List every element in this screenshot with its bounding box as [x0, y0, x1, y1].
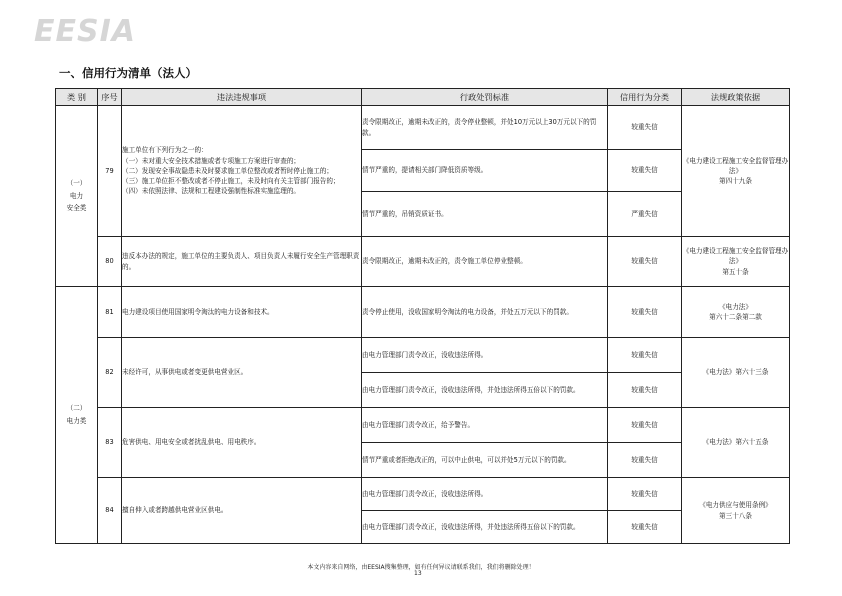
credit-cell: 较重失信: [608, 237, 682, 287]
table-row: [56, 106, 790, 150]
basis-cell: 《电力法》第六十三条: [682, 338, 790, 408]
basis-cell: 《电力建设工程施工安全监督管理办法》 第五十条: [682, 237, 790, 287]
penalty-cell: 由电力管理部门责令改正，没收违法所得。: [362, 338, 608, 373]
penalty-cell: 责令限期改正，逾期未改正的，责令停业整顿，并处10万元以上30万元以下的罚款。: [362, 106, 608, 150]
header-penalty: 行政处罚标准: [362, 89, 608, 106]
credit-cell: 较重失信: [608, 478, 682, 511]
seq-cell: 84: [98, 478, 122, 544]
violation-cell: 擅自伸入或者跨越供电营业区供电。: [122, 478, 362, 544]
penalty-cell: 情节严重的，吊销资质证书。: [362, 192, 608, 237]
table-header-row: [56, 89, 790, 106]
page-number: 13: [414, 570, 422, 577]
violation-cell: 电力建设项目使用国家明令淘汰的电力设备和技术。: [122, 287, 362, 338]
footer-disclaimer: 本文内容来自网络，由EESIA搜集整理，如有任何异议请联系我们，我们将删除处理！: [307, 564, 535, 571]
table-row: [56, 287, 790, 338]
violation-cell: 施工单位有下列行为之一的： （一）未对重大安全技术措施或者专项施工方案进行审查的； （二）发现安全事故隐患未及时要求施工单位整改或者暂时停止施工的； （三）施工单位拒不整改或者不停止施工，未及时向有关主管部门报告的； （四）未依照法律、法规和工程建设强制性标准实施监理的。: [122, 106, 362, 237]
credit-cell: 较重失信: [608, 106, 682, 150]
penalty-cell: 由电力管理部门责令改正，没收违法所得。: [362, 478, 608, 511]
seq-cell: 82: [98, 338, 122, 408]
basis-cell: 《电力供应与使用条例》 第三十八条: [682, 478, 790, 544]
penalty-cell: 责令限期改正，逾期未改正的，责令施工单位停业整顿。: [362, 237, 608, 287]
credit-cell: 较重失信: [608, 443, 682, 478]
credit-behavior-table: [55, 88, 790, 544]
category-label: （二） 电力类: [66, 404, 87, 425]
seq-cell: 79: [98, 106, 122, 237]
section-title: 一、信用行为清单（法人）: [59, 66, 197, 80]
credit-cell: 较重失信: [608, 511, 682, 544]
violation-cell: 危害供电、用电安全或者扰乱供电、用电秩序。: [122, 408, 362, 478]
header-category: 类 别: [56, 89, 98, 106]
category-cell: [56, 287, 98, 544]
basis-cell: 《电力法》 第六十二条第二款: [682, 287, 790, 338]
header-seq: 序号: [98, 89, 122, 106]
seq-cell: 80: [98, 237, 122, 287]
penalty-cell: 由电力管理部门责令改正，给予警告。: [362, 408, 608, 443]
seq-cell: 83: [98, 408, 122, 478]
penalty-cell: 情节严重的，提请相关部门降低资质等级。: [362, 150, 608, 192]
penalty-cell: 由电力管理部门责令改正，没收违法所得，并处违法所得五倍以下的罚款。: [362, 511, 608, 544]
header-basis: 法规政策依据: [682, 89, 790, 106]
category-cell: [56, 106, 98, 287]
header-credit: 信用行为分类: [608, 89, 682, 106]
table-row: [56, 478, 790, 511]
credit-cell: 较重失信: [608, 150, 682, 192]
table-row: [56, 338, 790, 373]
table-row: [56, 408, 790, 443]
table-row: [56, 237, 790, 287]
credit-cell: 严重失信: [608, 192, 682, 237]
violation-cell: 未经许可，从事供电或者变更供电营业区。: [122, 338, 362, 408]
violation-cell: 违反本办法的规定，施工单位的主要负责人、项目负责人未履行安全生产管理职责的。: [122, 237, 362, 287]
credit-cell: 较重失信: [608, 338, 682, 373]
header-violation: 违法违规事项: [122, 89, 362, 106]
penalty-cell: 由电力管理部门责令改正，没收违法所得，并处违法所得五倍以下的罚款。: [362, 373, 608, 408]
credit-cell: 较重失信: [608, 408, 682, 443]
credit-cell: 较重失信: [608, 373, 682, 408]
penalty-cell: 责令停止使用，没收国家明令淘汰的电力设备，并处五万元以下的罚款。: [362, 287, 608, 338]
credit-cell: 较重失信: [608, 287, 682, 338]
basis-cell: 《电力法》第六十五条: [682, 408, 790, 478]
penalty-cell: 情节严重或者拒绝改正的，可以中止供电，可以并处5万元以下的罚款。: [362, 443, 608, 478]
seq-cell: 81: [98, 287, 122, 338]
eesia-logo: EESIA: [34, 14, 136, 49]
basis-cell: 《电力建设工程施工安全监督管理办法》 第四十九条: [682, 106, 790, 237]
category-label: （一） 电力 安全类: [66, 179, 87, 213]
